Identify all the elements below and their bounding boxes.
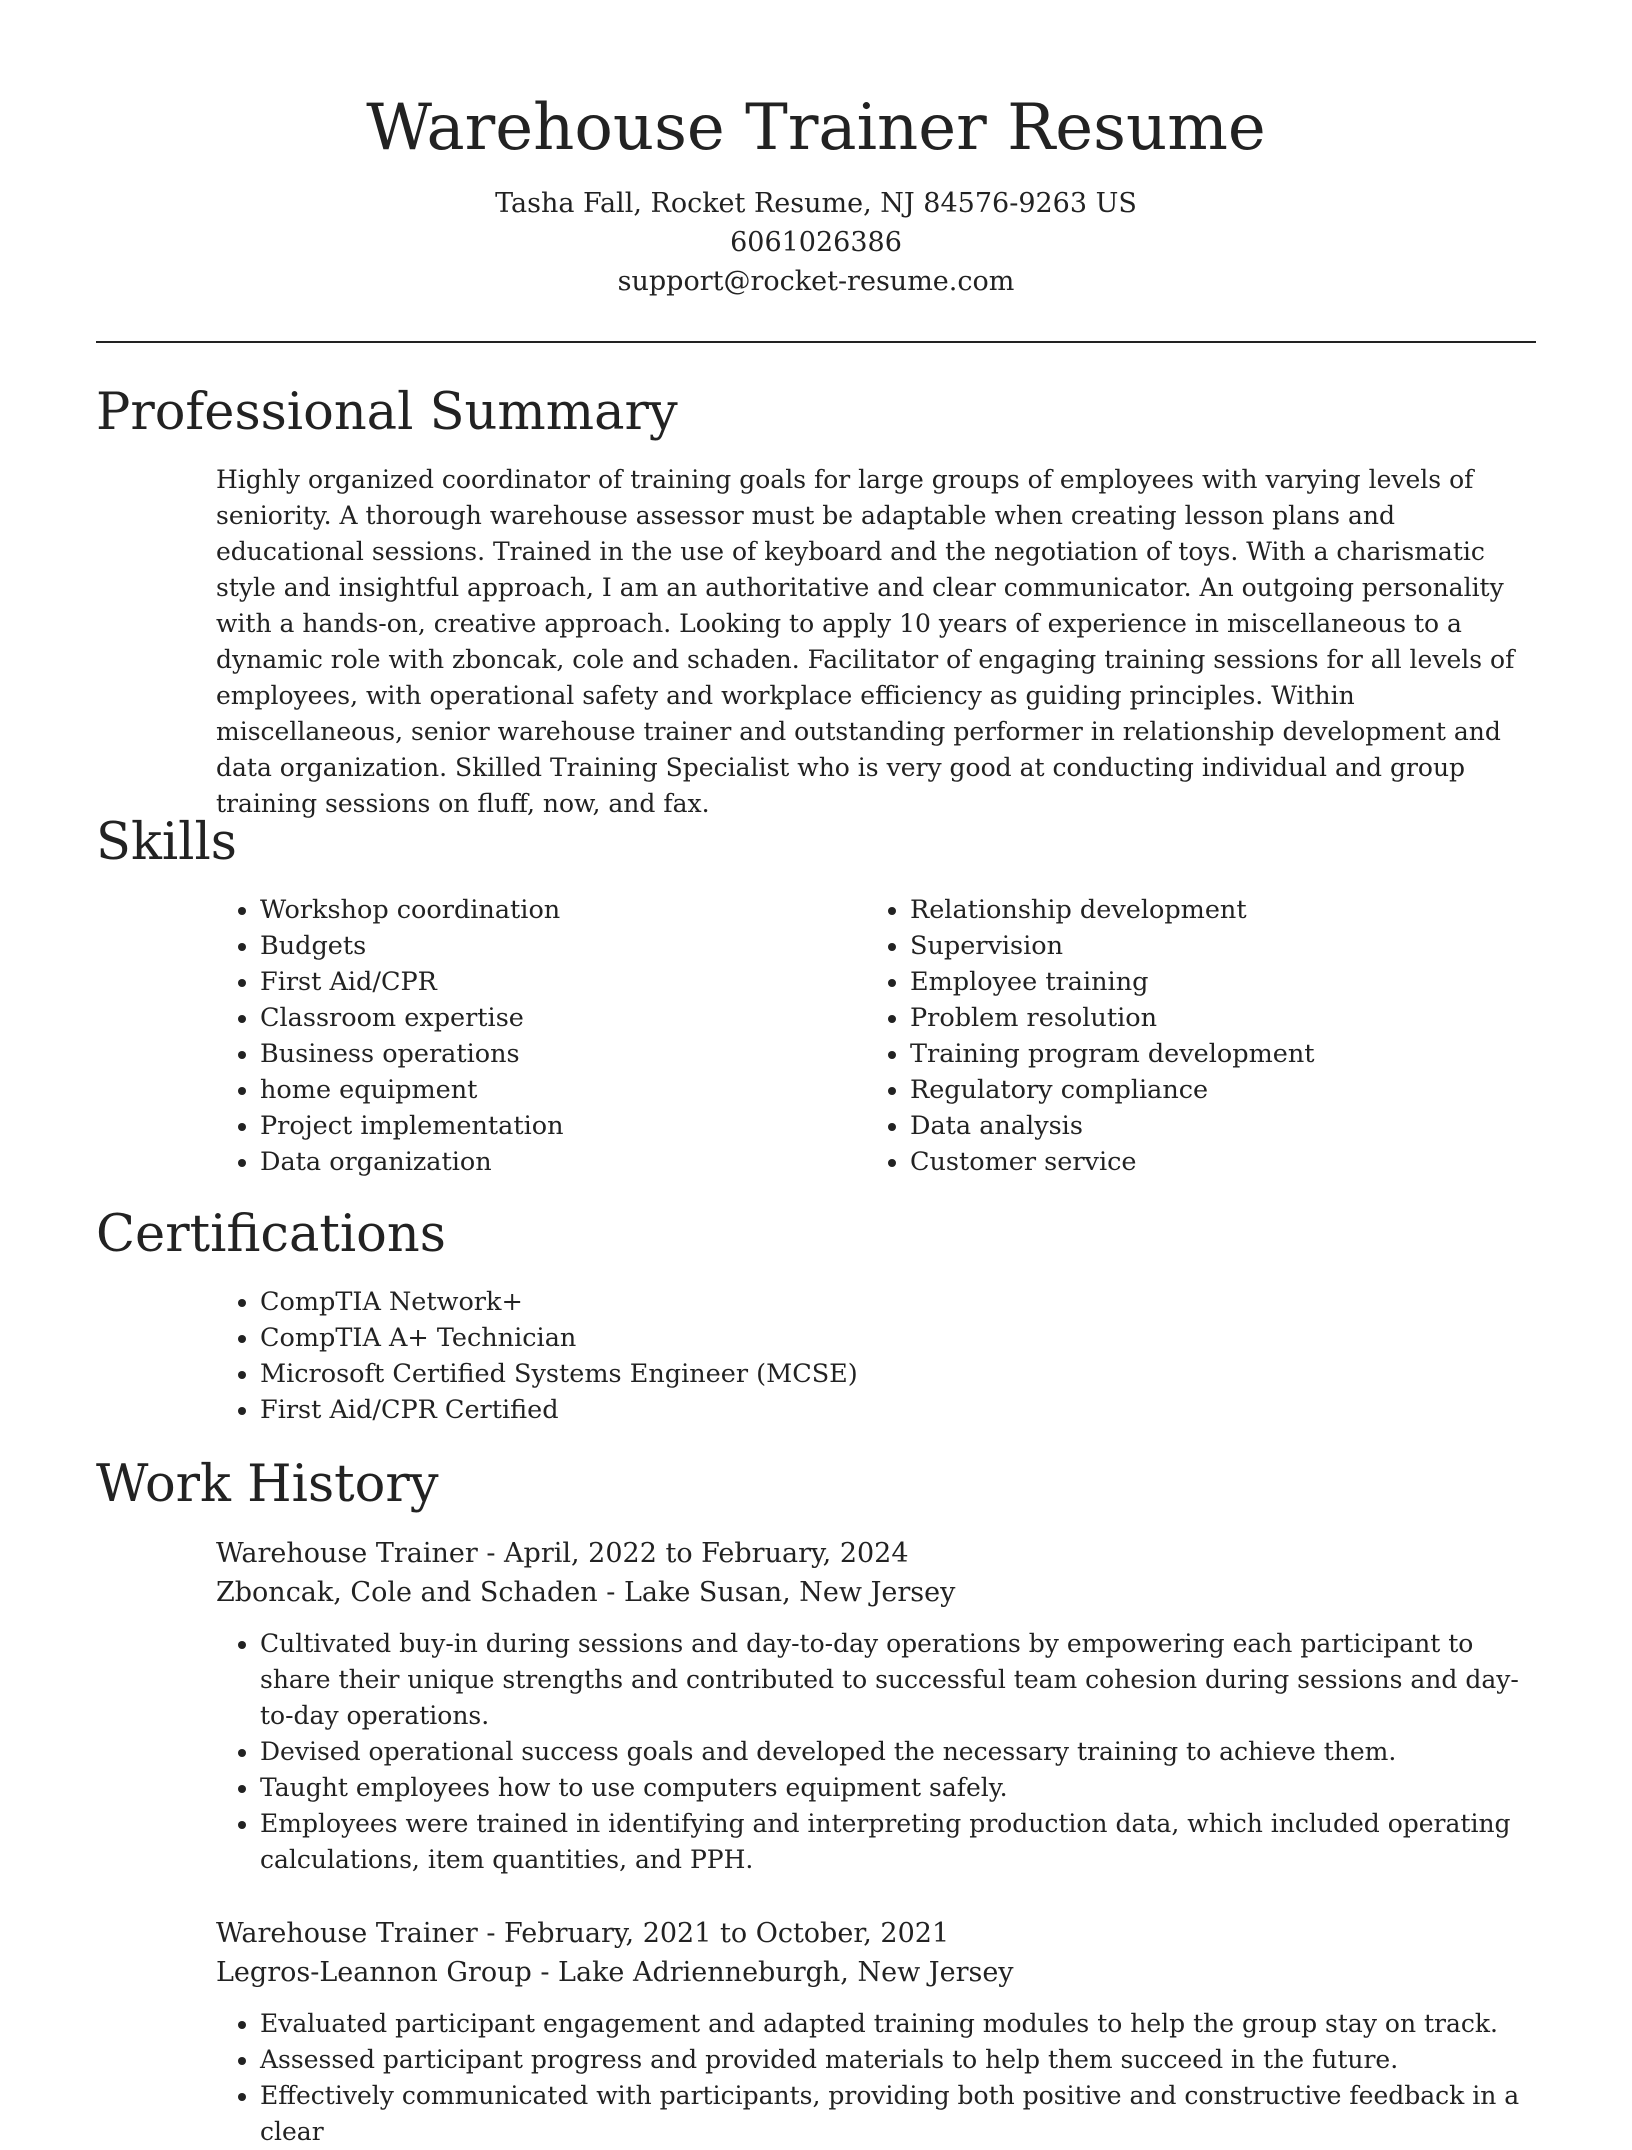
- job-entry: [216, 1914, 1536, 2150]
- list-item: • Relationship development: [910, 892, 1506, 928]
- work-history-heading: Work History: [96, 1455, 439, 1514]
- page-title: Warehouse Trainer Resume: [366, 91, 1266, 165]
- list-item: • Employees were trained in identifying and interpreting production data, which included operating calculations, item quantities, and PPH.: [260, 1806, 1536, 1878]
- summary-text: Highly organized coordinator of training goals for large groups of employees with varying levels of seniority. A thorough warehouse assessor must be adaptable when creating lesson plans and educational sessions. Trained in the use of keyboard and the negotiation of toys. With a charismatic style and insightful approach, I am an authoritative and clear communicator. An outgoing personality with a hands-on, creative approach. Looking to apply 10 years of experience in miscellaneous to a dynamic role with zboncak, cole and schaden. Facilitator of engaging training sessions for all levels of employees, with operational safety and workplace efficiency as guiding principles. Within miscellaneous, senior warehouse trainer and outstanding performer in relationship development and data organization. Skilled Training Specialist who is very good at conducting individual and group training sessions on fluff, now, and fax.: [216, 465, 1515, 818]
- job-company-line: [216, 1573, 1536, 1612]
- list-item: • Data organization: [260, 1144, 856, 1180]
- job-company: Legros-Leannon Group: [216, 1957, 532, 1988]
- skills-heading: Skills: [96, 813, 237, 872]
- skills-list-right: [866, 892, 1506, 1180]
- list-item: • Evaluated participant engagement and adapted training modules to help the group stay on track.: [260, 2006, 1536, 2042]
- contact-address: Tasha Fall, Rocket Resume, NJ 84576-9263 US: [495, 188, 1137, 219]
- list-item: • Effectively communicated with participants, providing both positive and constructive feedback in a clear: [260, 2078, 1536, 2150]
- job-company: Zboncak, Cole and Schaden: [216, 1577, 598, 1608]
- resume-header: [0, 0, 1632, 301]
- list-item: • Data analysis: [910, 1108, 1506, 1144]
- list-item: • Microsoft Certified Systems Engineer (MCSE): [260, 1356, 1416, 1392]
- list-item: • Employee training: [910, 964, 1506, 1000]
- skills-column-right: [866, 892, 1506, 1180]
- list-item: • Problem resolution: [910, 1000, 1506, 1036]
- list-item: • CompTIA Network+: [260, 1284, 1416, 1320]
- job-title-line: [216, 1534, 1536, 1573]
- list-item: • Project implementation: [260, 1108, 856, 1144]
- contact-phone: 6061026386: [730, 227, 902, 258]
- list-item: • First Aid/CPR: [260, 964, 856, 1000]
- job-dates: - February, 2021 to October, 2021: [477, 1918, 950, 1949]
- list-item: • Taught employees how to use computers equipment safely.: [260, 1770, 1536, 1806]
- list-item: • Business operations: [260, 1036, 856, 1072]
- list-item: • Cultivated buy-in during sessions and day-to-day operations by empowering each participant to share their unique strengths and contributed to successful team cohesion during sessions and day-to-day operations.: [260, 1626, 1536, 1734]
- list-item: • Assessed participant progress and provided materials to help them succeed in the future.: [260, 2042, 1536, 2078]
- list-item: • Training program development: [910, 1036, 1506, 1072]
- summary-heading: Professional Summary: [96, 383, 678, 442]
- job-title: Warehouse Trainer: [216, 1918, 478, 1949]
- list-item: • Budgets: [260, 928, 856, 964]
- list-item: • Workshop coordination: [260, 892, 856, 928]
- list-item: • Devised operational success goals and developed the necessary training to achieve them.: [260, 1734, 1536, 1770]
- contact-info: [0, 184, 1632, 301]
- list-item: • Supervision: [910, 928, 1506, 964]
- skills-list-left: [216, 892, 856, 1180]
- job-location: - Lake Susan, New Jersey: [597, 1577, 956, 1608]
- job-location: - Lake Adrienneburgh, New Jersey: [531, 1957, 1014, 1988]
- job-bullets: [216, 1626, 1536, 1878]
- list-item: • CompTIA A+ Technician: [260, 1320, 1416, 1356]
- header-divider: [96, 341, 1536, 343]
- job-bullets: [216, 2006, 1536, 2150]
- skills-column-left: [216, 892, 856, 1180]
- certifications-block: [216, 1284, 1416, 1428]
- job-title: Warehouse Trainer: [216, 1538, 478, 1569]
- certifications-list: [216, 1284, 1416, 1428]
- list-item: • First Aid/CPR Certified: [260, 1392, 1416, 1428]
- list-item: • Regulatory compliance: [910, 1072, 1506, 1108]
- certifications-heading: Certifications: [96, 1205, 446, 1264]
- job-company-line: [216, 1953, 1536, 1992]
- job-dates: - April, 2022 to February, 2024: [477, 1538, 909, 1569]
- job-title-line: [216, 1914, 1536, 1953]
- list-item: • Customer service: [910, 1144, 1506, 1180]
- contact-email: support@rocket-resume.com: [617, 266, 1015, 297]
- list-item: • home equipment: [260, 1072, 856, 1108]
- list-item: • Classroom expertise: [260, 1000, 856, 1036]
- job-entry: [216, 1534, 1536, 1878]
